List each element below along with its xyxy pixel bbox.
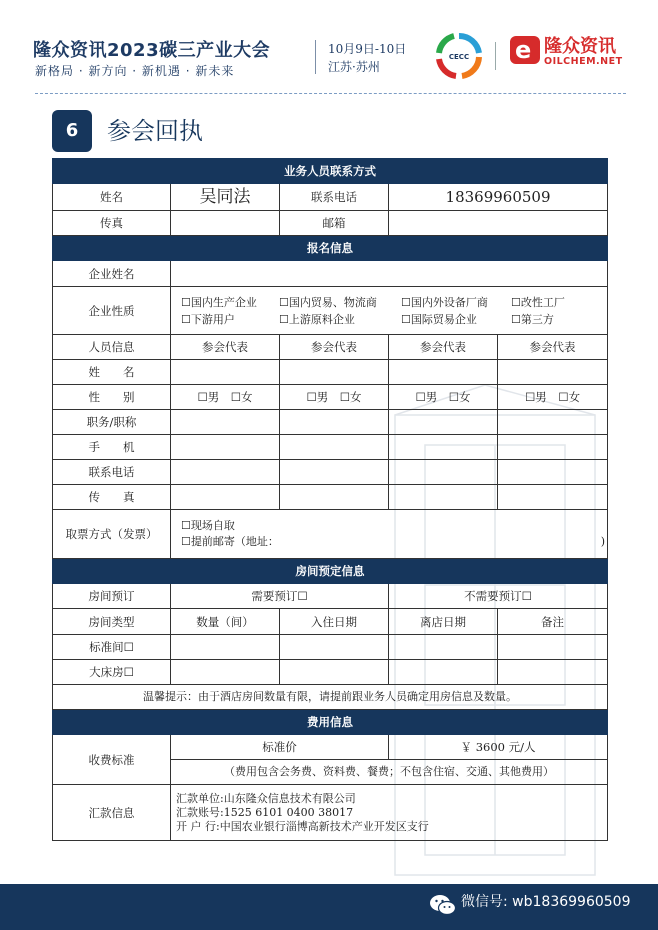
room-field[interactable] [389,660,498,685]
room-field[interactable] [280,635,389,660]
attendee-fax-label: 传 真 [53,485,171,510]
cecc-logo-text: CECC [448,53,470,61]
room-no-need-checkbox[interactable]: 不需要预订☐ [389,584,608,609]
logo-divider [495,42,496,70]
gender-checkboxes[interactable]: ☐男 ☐女 [389,385,498,410]
room-section-header: 房间预定信息 [53,559,608,584]
person-info-label: 人员信息 [53,335,171,360]
fees-section-header: 费用信息 [53,710,608,735]
remit-company: 汇款单位:山东隆众信息技术有限公司 [176,791,356,805]
ticket-method-label: 取票方式（发票） [53,510,171,559]
type-checkbox[interactable]: ☐国内外设备厂商 [401,295,488,309]
attendee-field[interactable] [498,485,608,510]
room-field[interactable] [498,660,608,685]
gender-checkboxes[interactable]: ☐男 ☐女 [498,385,608,410]
company-name-label: 企业姓名 [53,261,171,287]
room-need-checkbox[interactable]: 需要预订☐ [171,584,389,609]
contact-phone-value[interactable]: 18369960509 [389,184,608,211]
room-field[interactable] [171,660,280,685]
attendee-field[interactable] [389,460,498,485]
room-field[interactable] [389,635,498,660]
gender-checkboxes[interactable]: ☐男 ☐女 [280,385,389,410]
oilchem-e-icon: e [510,36,540,64]
attendee-field[interactable] [280,360,389,385]
contact-name-value[interactable]: 吴同法 [171,184,280,211]
room-col-quantity: 数量（间） [171,609,280,635]
fee-price-value: ￥ 3600 元/人 [389,735,608,760]
brand-name-en: OILCHEM.NET [544,56,623,67]
fee-note: （费用包含会务费、资料费、餐费；不包含住宿、交通、其他费用） [171,760,608,785]
attendee-field[interactable] [280,460,389,485]
company-type-label: 企业性质 [53,287,171,335]
room-field[interactable] [171,635,280,660]
attendee-gender-label: 性 别 [53,385,171,410]
contact-phone-label: 联系电话 [280,184,389,211]
section-number: 6 [52,110,92,152]
attendee-field[interactable] [171,410,280,435]
type-checkbox[interactable]: ☐上游原料企业 [279,312,355,326]
room-col-checkin: 入住日期 [280,609,389,635]
header-divider [315,40,316,74]
wechat-id: 微信号: wb18369960509 [461,894,631,910]
attendee-field[interactable] [498,460,608,485]
attendee-mobile-label: 手 机 [53,435,171,460]
attendee-field[interactable] [171,460,280,485]
contact-email-field[interactable] [389,211,608,236]
attendee-field[interactable] [171,360,280,385]
attendee-field[interactable] [389,410,498,435]
conference-date: 10月9日-10日 [328,42,407,56]
room-tip: 温馨提示：由于酒店房间数量有限，请提前跟业务人员确定用房信息及数量。 [53,685,608,710]
attendee-field[interactable] [280,485,389,510]
contact-section-header: 业务人员联系方式 [53,159,608,184]
attendee-field[interactable] [389,485,498,510]
attendee-field[interactable] [171,485,280,510]
type-checkbox[interactable]: ☐国内贸易、物流商 [279,295,377,309]
room-col-checkout: 离店日期 [389,609,498,635]
header-dashed-rule [35,93,626,94]
section-title: 参会回执 [107,117,203,145]
rep-header: 参会代表 [498,335,608,360]
remit-label: 汇款信息 [53,785,171,841]
cecc-logo-icon [434,33,484,79]
room-type-label: 房间类型 [53,609,171,635]
attendee-field[interactable] [498,435,608,460]
page-header [0,0,658,92]
conference-title: 隆众资讯2023碳三产业大会 [33,40,271,61]
rep-header: 参会代表 [389,335,498,360]
type-checkbox[interactable]: ☐国际贸易企业 [401,312,477,326]
fee-price-label: 标准价 [171,735,389,760]
attendee-name-label: 姓 名 [53,360,171,385]
ticket-options [171,510,608,559]
ticket-mail-checkbox[interactable]: ☐提前邮寄（地址： [181,534,279,548]
gender-checkboxes[interactable]: ☐男 ☐女 [171,385,280,410]
standard-room-checkbox[interactable]: 标准间☐ [53,635,171,660]
attendee-field[interactable] [389,435,498,460]
registration-form [52,158,608,841]
contact-fax-field[interactable] [171,211,280,236]
brand-name-cn: 隆众资讯 [544,36,616,57]
oilchem-logo [510,36,635,70]
remit-account: 汇款账号:1525 6101 0400 38017 [176,805,354,819]
attendee-field[interactable] [498,360,608,385]
type-checkbox[interactable]: ☐改性工厂 [511,295,565,309]
contact-email-label: 邮箱 [280,211,389,236]
conference-slogan: 新格局 · 新方向 · 新机遇 · 新未来 [35,64,235,78]
wechat-icon [428,890,458,920]
attendee-phone-label: 联系电话 [53,460,171,485]
attendee-field[interactable] [498,410,608,435]
fee-standard-label: 收费标准 [53,735,171,785]
room-col-remark: 备注 [498,609,608,635]
registration-section-header: 报名信息 [53,236,608,261]
conference-place: 江苏·苏州 [328,60,380,74]
attendee-field[interactable] [280,435,389,460]
room-field[interactable] [498,635,608,660]
rep-header: 参会代表 [171,335,280,360]
contact-fax-label: 传真 [53,211,171,236]
attendee-field[interactable] [280,410,389,435]
attendee-field[interactable] [171,435,280,460]
rep-header: 参会代表 [280,335,389,360]
attendee-field[interactable] [389,360,498,385]
company-type-options [171,287,608,335]
type-checkbox[interactable]: ☐第三方 [511,312,554,326]
ticket-address-close: ) [600,534,606,548]
company-name-field[interactable] [171,261,608,287]
remit-bank: 开 户 行:中国农业银行淄博高新技术产业开发区支行 [176,819,429,833]
room-field[interactable] [280,660,389,685]
attendee-title-label: 职务/职称 [53,410,171,435]
type-checkbox[interactable]: ☐国内生产企业 [181,295,257,309]
ticket-pickup-checkbox[interactable]: ☐现场自取 [181,518,235,532]
contact-name-label: 姓名 [53,184,171,211]
type-checkbox[interactable]: ☐下游用户 [181,312,235,326]
remit-details [171,785,608,841]
king-room-checkbox[interactable]: 大床房☐ [53,660,171,685]
room-booking-label: 房间预订 [53,584,171,609]
